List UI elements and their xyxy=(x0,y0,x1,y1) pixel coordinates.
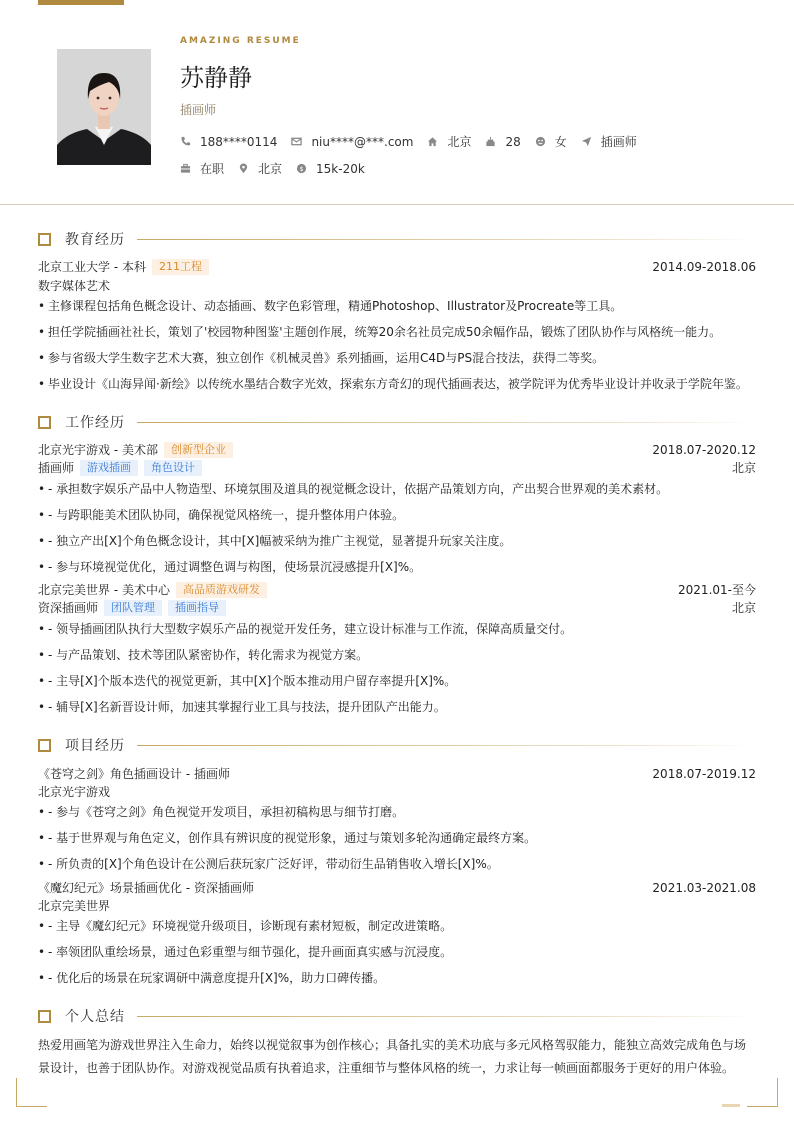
section-rule xyxy=(137,1016,756,1017)
home-text: 北京 xyxy=(447,135,472,149)
job-date: 2021.01-至今 xyxy=(678,583,756,597)
section-rule xyxy=(137,422,756,423)
section-title-text: 工作经历 xyxy=(65,415,125,431)
section-title-text: 个人总结 xyxy=(65,1009,125,1025)
job-bullet: • - 与产品策划、技术等团队紧密协作，转化需求为视觉方案。 xyxy=(38,646,758,663)
project-company-row xyxy=(38,783,756,800)
job-bullet: • - 独立产出[X]个角色概念设计，其中[X]幅被采纳为推广主视觉，显著提升玩家关注度。 xyxy=(38,532,758,549)
major: 数字媒体艺术 xyxy=(38,279,111,293)
resume-tagline: AMAZING RESUME xyxy=(180,36,301,46)
project-name: 《苍穹之剑》角色插画设计 - 插画师 xyxy=(38,767,230,781)
send-icon xyxy=(581,136,592,147)
email-text: niu****@***.com xyxy=(311,134,414,149)
education-date: 2014.09-2018.06 xyxy=(652,259,756,274)
section-education xyxy=(38,231,756,247)
job-bullet: • - 辅导[X]名新晋设计师，加速其掌握行业工具与技法，提升团队产出能力。 xyxy=(38,698,758,715)
home-icon xyxy=(427,136,438,147)
project-bullet: • - 参与《苍穹之剑》角色视觉开发项目，承担初稿构思与细节打磨。 xyxy=(38,803,758,820)
contact-row xyxy=(180,133,651,150)
home-item xyxy=(427,133,471,150)
top-accent-bar xyxy=(38,0,124,5)
cake-icon xyxy=(485,136,496,147)
job-bullet: • - 主导[X]个版本迭代的视觉更新，其中[X]个版本推动用户留存率提升[X]%。 xyxy=(38,672,758,689)
project-date: 2018.07-2019.12 xyxy=(652,766,756,781)
status-text: 在职 xyxy=(200,162,225,176)
job-role: 资深插画师 xyxy=(38,601,99,615)
section-rule xyxy=(137,745,756,746)
age-text: 28 xyxy=(505,134,521,149)
education-header xyxy=(38,258,756,275)
status-row xyxy=(180,160,379,177)
project-name: 《魔幻纪元》场景插画优化 - 资深插画师 xyxy=(38,881,254,895)
project-bullet: • - 所负责的[X]个角色设计在公测后获玩家广泛好评，带动衍生品销售收入增长[X]%。 xyxy=(38,855,758,872)
svg-text:$: $ xyxy=(299,164,304,173)
job-bullet: • - 承担数字娱乐产品中人物造型、环境氛围及道具的视觉概念设计，依据产品策划方向，产出契合世界观的美术素材。 xyxy=(38,480,758,497)
job-bullet: • - 与跨职能美术团队协同，确保视觉风格统一，提升整体用户体验。 xyxy=(38,506,758,523)
job-bullet: • - 领导插画团队执行大型数字娱乐产品的视觉开发任务，建立设计标准与工作流，保障高质量交付。 xyxy=(38,620,758,637)
job-city: 北京 xyxy=(731,461,756,475)
project-header xyxy=(38,879,756,896)
salary-text: 15k-20k xyxy=(316,161,365,176)
school-tag: 211工程 xyxy=(152,259,209,275)
job-company: 北京光宇游戏 - 美术部 xyxy=(38,443,158,457)
job-date: 2018.07-2020.12 xyxy=(652,442,756,457)
age-item xyxy=(485,135,520,149)
company-tag: 高品质游戏研发 xyxy=(176,582,267,598)
location-icon xyxy=(238,163,249,174)
company-tag: 创新型企业 xyxy=(164,442,233,458)
section-title-text: 教育经历 xyxy=(65,232,125,248)
job-role: 插画师 xyxy=(38,461,75,475)
gender-item xyxy=(535,133,567,150)
education-bullet: • 参与省级大学生数字艺术大赛，独立创作《机械灵兽》系列插画，运用C4D与PS混合技法，获得二等奖。 xyxy=(38,349,758,366)
education-major-row xyxy=(38,277,756,294)
header-divider xyxy=(0,204,794,205)
candidate-title: 插画师 xyxy=(180,103,217,117)
job-text: 插画师 xyxy=(600,135,637,149)
project-bullet: • - 率领团队重绘场景，通过色彩重塑与细节强化，提升画面真实感与沉浸度。 xyxy=(38,943,758,960)
phone-item[interactable] xyxy=(180,135,277,149)
education-bullet: • 主修课程包括角色概念设计、动态插画、数字色彩管理，精通Photoshop、Illustrator及Procreate等工具。 xyxy=(38,297,758,314)
project-header xyxy=(38,765,756,782)
status-item xyxy=(180,160,224,177)
project-company: 北京光宇游戏 xyxy=(38,785,111,799)
profile-photo xyxy=(57,49,151,165)
briefcase-icon xyxy=(180,163,191,174)
role-tag: 插画指导 xyxy=(168,600,226,616)
role-tag: 角色设计 xyxy=(144,460,202,476)
school-name: 北京工业大学 - 本科 xyxy=(38,260,146,274)
location-text: 北京 xyxy=(258,162,283,176)
job-bullet: • - 参与环境视觉优化，通过调整色调与构图，使场景沉浸感提升[X]%。 xyxy=(38,558,758,575)
job-company: 北京完美世界 - 美术中心 xyxy=(38,583,170,597)
corner-decoration-right xyxy=(747,1078,778,1107)
gender-icon xyxy=(535,136,546,147)
project-bullet: • - 优化后的场景在玩家调研中满意度提升[X]%，助力口碑传播。 xyxy=(38,969,758,986)
project-bullet: • - 主导《魔幻纪元》环境视觉升级项目，诊断现有素材短板，制定改进策略。 xyxy=(38,917,758,934)
job-item xyxy=(581,133,637,150)
salary-icon xyxy=(296,163,307,174)
mail-icon xyxy=(291,136,302,147)
project-date: 2021.03-2021.08 xyxy=(652,880,756,895)
section-work xyxy=(38,414,756,430)
role-tag: 团队管理 xyxy=(104,600,162,616)
education-bullet: • 担任学院插画社社长，策划了'校园物种图鉴'主题创作展，统筹20余名社员完成50余幅作品，锻炼了团队协作与风格统一能力。 xyxy=(38,323,758,340)
phone-text: 188****0114 xyxy=(200,134,278,149)
corner-decoration-left xyxy=(16,1078,47,1107)
project-bullet: • - 基于世界观与角色定义，创作具有辨识度的视觉形象，通过与策划多轮沟通确定最终方案。 xyxy=(38,829,758,846)
job-role-row xyxy=(38,599,756,616)
section-summary xyxy=(38,1008,756,1024)
job-header xyxy=(38,441,756,458)
education-bullet: • 毕业设计《山海异闻·新绘》以传统水墨结合数字光效，探索东方奇幻的现代插画表达，被学院评为优秀毕业设计并收录于学院年鉴。 xyxy=(38,375,758,392)
section-square-icon xyxy=(38,739,51,752)
project-company-row xyxy=(38,897,756,914)
summary-text: 热爱用画笔为游戏世界注入生命力，始终以视觉叙事为创作核心；具备扎实的美术功底与多元风格驾驭能力，能独立高效完成角色与场景设计，也善于团队协作。对游戏视觉品质有执着追求，注重细节与整体风格的统一，力求让每一帧画面都服务于更好的用户体验。 xyxy=(38,1038,747,1075)
section-projects xyxy=(38,737,756,753)
gender-text: 女 xyxy=(554,135,567,149)
section-title-text: 项目经历 xyxy=(65,738,125,754)
corner-accent-bar xyxy=(722,1104,740,1107)
job-role-row xyxy=(38,459,756,476)
candidate-name: 苏静静 xyxy=(180,64,252,92)
salary-item xyxy=(296,162,365,176)
email-item[interactable] xyxy=(291,135,413,149)
section-rule xyxy=(137,239,756,240)
role-tag: 游戏插画 xyxy=(80,460,138,476)
section-square-icon xyxy=(38,1010,51,1023)
job-city: 北京 xyxy=(731,601,756,615)
section-square-icon xyxy=(38,416,51,429)
project-company: 北京完美世界 xyxy=(38,899,111,913)
section-square-icon xyxy=(38,233,51,246)
phone-icon xyxy=(180,136,191,147)
location-item xyxy=(238,160,282,177)
job-header xyxy=(38,581,756,598)
